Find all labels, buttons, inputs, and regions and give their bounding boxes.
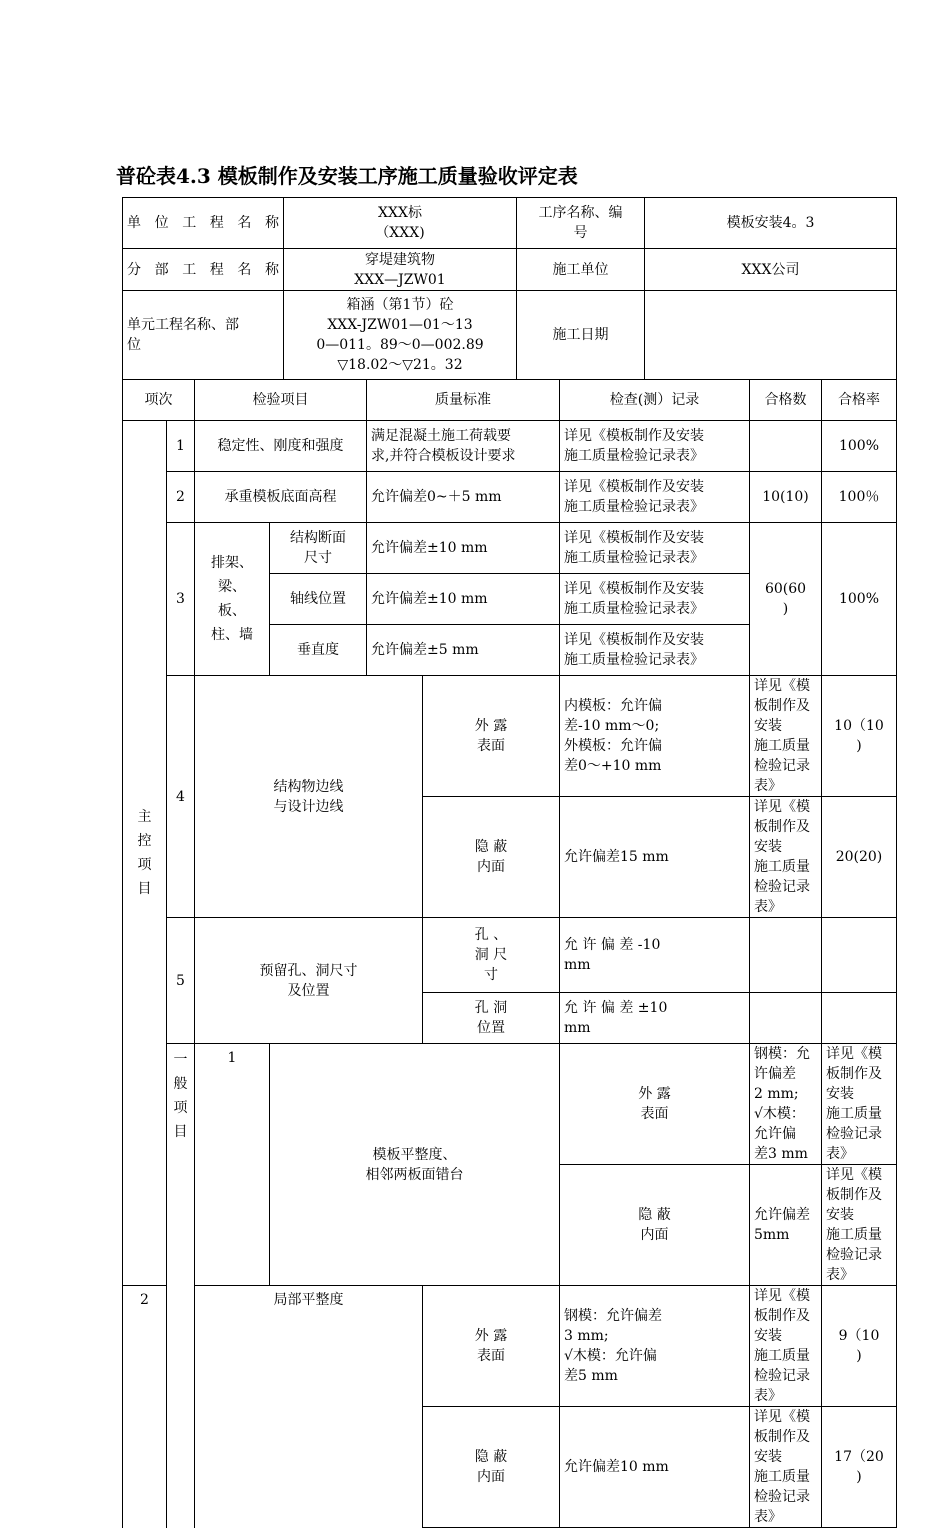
quality-standard: 允许偏差15 mm [560,797,750,918]
process-value: 模板安装4。3 [645,198,897,249]
sub-item-name: 孔 洞 位置 [423,993,560,1044]
item-name: 预留孔、洞尺寸 及位置 [195,918,423,1044]
item-name: 结构物边线 与设计边线 [195,676,423,918]
division-label: 分部工程名称 [123,249,284,291]
inspection-record [750,993,822,1044]
row-number: 5 [167,918,195,1044]
item-name: 稳定性、刚度和强度 [195,421,367,472]
quality-standard: 允许偏差±10 mm [367,574,560,625]
row-number: 2 [167,472,195,523]
quality-standard: 允许偏差0~＋5 mm [367,472,560,523]
col-item: 检验项目 [195,380,367,421]
pass-count: 60(60 ) [750,523,822,676]
date-value [645,291,897,380]
process-label: 工序名称、编 号 [517,198,645,249]
quality-standard: 钢模：允许偏差 3 mm; √木模：允许偏 差5 mm [560,1286,750,1407]
table-row [123,1044,897,1165]
table-row [123,918,897,993]
element-label: 单元工程名称、部 位 [123,291,284,380]
contractor-label: 施工单位 [517,249,645,291]
row-number: 1 [167,421,195,472]
inspection-record: 详见《模板制作及安装 施工质量检验记录表》 [822,1044,897,1165]
main-group-label: 主 控 项 目 [123,421,167,1286]
sub-item-name: 垂直度 [270,625,367,676]
table-row [123,1286,897,1407]
row-number: 1 [195,1044,270,1286]
sub-item-name: 外 露 表面 [423,1286,560,1407]
column-header-row [123,380,897,421]
sub-item-name: 隐 蔽 内面 [560,1165,750,1286]
pass-count [750,421,822,472]
item-name: 局部平整度 [195,1286,423,1528]
sub-item-name: 隐 蔽 内面 [423,797,560,918]
pass-count: 10(10) [750,472,822,523]
inspection-record: 详见《模板制作及安装 施工质量检验记录表》 [750,1407,822,1528]
col-pass-rate: 合格率 [822,380,897,421]
sub-item-name: 结构断面 尺寸 [270,523,367,574]
quality-standard: 允许偏差±5 mm [367,625,560,676]
col-standard: 质量标准 [367,380,560,421]
table-row [123,421,897,472]
col-pass-count: 合格数 [750,380,822,421]
pass-count [822,993,897,1044]
pass-count: 9（10 ) [822,1286,897,1407]
pass-count: 20(20) [822,797,897,918]
item-name: 排架、 梁、 板、 柱、墙 [195,523,270,676]
table-row [123,676,897,797]
quality-standard: 钢模：允许偏差 2 mm; √木模：允许偏 差3 mm [750,1044,822,1165]
quality-standard: 允 许 偏 差 ±10 mm [560,993,750,1044]
unit-project-label: 单位工程名称 [123,198,284,249]
inspection-record: 详见《模板制作及安装 施工质量检验记录表》 [750,676,822,797]
table-row [123,472,897,523]
inspection-record: 详见《模板制作及安装 施工质量检验记录表》 [560,472,750,523]
element-value: 箱涵（第1节）砼 XXX-JZW01—01～13 0—011。89～0—002.89 ▽18.02～▽21。32 [284,291,517,380]
item-name: 承重模板底面高程 [195,472,367,523]
quality-standard: 允 许 偏 差 -10 mm [560,918,750,993]
contractor-value: XXX公司 [645,249,897,291]
row-number: 3 [167,523,195,676]
sub-item-name: 外 露 表面 [560,1044,750,1165]
sub-item-name: 隐 蔽 内面 [423,1407,560,1528]
table-row [123,523,897,574]
item-name: 模板平整度、 相邻两板面错台 [270,1044,560,1286]
inspection-record: 详见《模板制作及安装 施工质量检验记录表》 [750,1286,822,1407]
pass-count: 10（10 ) [822,676,897,797]
inspection-table [122,379,897,1528]
row-number: 4 [167,676,195,918]
col-item-no: 项次 [123,380,195,421]
inspection-record: 详见《模板制作及安装 施工质量检验记录表》 [560,421,750,472]
pass-count: 17（20 ) [822,1407,897,1528]
quality-standard: 允许偏差±10 mm [367,523,560,574]
date-label: 施工日期 [517,291,645,380]
row-number: 2 [123,1286,167,1528]
pass-rate: 100% [822,421,897,472]
pass-rate: 100％ [822,472,897,523]
inspection-record: 详见《模板制作及安装 施工质量检验记录表》 [560,574,750,625]
inspection-record: 详见《模板制作及安装 施工质量检验记录表》 [560,625,750,676]
inspection-record [750,918,822,993]
inspection-record: 详见《模板制作及安装 施工质量检验记录表》 [822,1165,897,1286]
pass-count [822,918,897,993]
sub-item-name: 轴线位置 [270,574,367,625]
division-value: 穿堤建筑物 XXX—JZW01 [284,249,517,291]
quality-standard: 内模板：允许偏 差-10 mm～0; 外模板：允许偏 差0～+10 mm [560,676,750,797]
page-title: 普砼表4.3 模板制作及安装工序施工质量验收评定表 [116,164,578,188]
sub-item-name: 外 露 表面 [423,676,560,797]
sub-item-name: 孔 、 洞 尺 寸 [423,918,560,993]
quality-standard: 满足混凝土施工荷载要 求,并符合模板设计要求 [367,421,560,472]
inspection-record: 详见《模板制作及安装 施工质量检验记录表》 [750,797,822,918]
col-record: 检查(测）记录 [560,380,750,421]
general-group-label: 一 般 项 目 [167,1044,195,1528]
header-table [122,197,897,380]
pass-rate: 100% [822,523,897,676]
quality-standard: 允许偏差5mm [750,1165,822,1286]
quality-standard: 允许偏差10 mm [560,1407,750,1528]
inspection-record: 详见《模板制作及安装 施工质量检验记录表》 [560,523,750,574]
unit-project-value: XXX标 （XXX) [284,198,517,249]
